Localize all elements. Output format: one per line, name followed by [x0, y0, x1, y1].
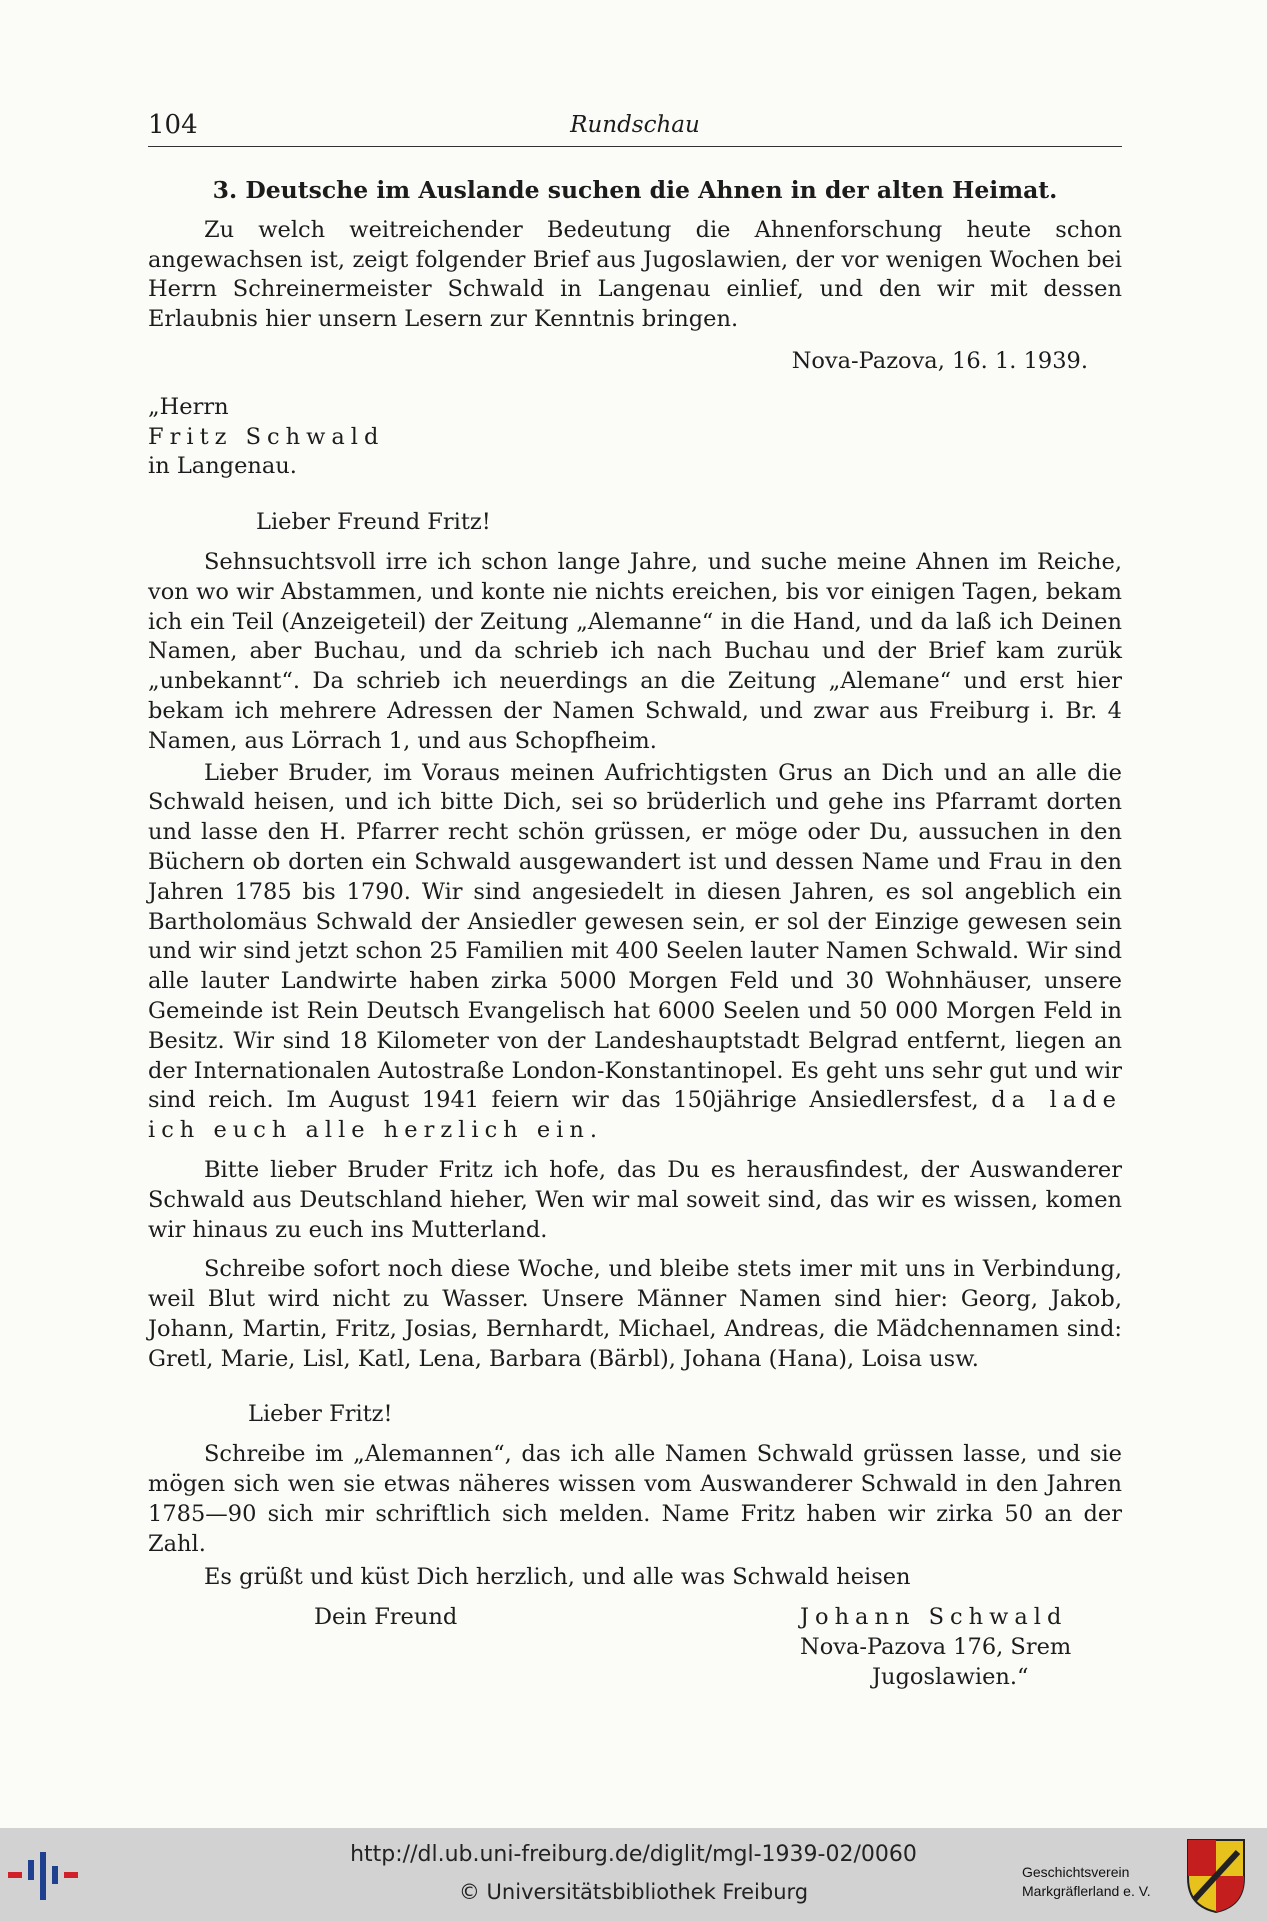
- postscript-paragraph: Schreibe im „Alemannen“, das ich alle Namen Schwald grüssen lasse, und sie mögen sich wen sie etwas näheres wissen vom Auswanderer Schwald in den Jahren 1785—90 sich mir schriftlich sich melden. Name Fritz haben wir zirka 50 an der Zahl.: [148, 1441, 1122, 1557]
- coat-of-arms-icon: [1186, 1838, 1246, 1914]
- greeting: Es grüßt und küst Dich herzlich, und alle was Schwald heisen: [204, 1564, 911, 1591]
- footer-bar: [0, 1828, 1267, 1921]
- letter-paragraph: Schreibe sofort noch diese Woche, und bleibe stets imer mit uns in Verbindung, weil Blut wird nicht zu Wasser. Unsere Männer Namen sind hier: Georg, Jakob, Johann, Martin, Fritz, Josias, Bernhardt, Michael, Andreas, die Mädchennamen sind: Gretl, Marie, Lisl, Katl, Lena, Barbara (Bärbl), Johana (Hana), Loisa usw.: [148, 1256, 1122, 1372]
- closing: Dein Freund: [314, 1604, 458, 1631]
- footer-organization: [1022, 1863, 1151, 1901]
- section-title: 3. Deutsche im Auslande suchen die Ahnen in der alten Heimat.: [212, 176, 1058, 204]
- intro-paragraph: Zu welch weitreichender Bedeutung die Ahnenforschung heute schon angewachsen ist, zeigt folgender Brief aus Jugoslawien, der vor wenigen Wochen bei Herrn Schreinermeister Schwald in Langenau einlief, und den wir mit dessen Erlaubnis hier unsern Lesern zur Kenntnis bringen.: [148, 216, 1122, 333]
- letter-paragraph: Bitte lieber Bruder Fritz ich hofe, das Du es herausfindest, der Auswanderer Schwald aus Deutschland hieher, Wen wir mal soweit sind, das wir es wissen, komen wir hinaus zu euch ins Mutterland.: [148, 1156, 1122, 1243]
- salutation: Lieber Fritz!: [248, 1401, 393, 1428]
- spaced-invitation: da lade ich euch alle herzlich ein.: [148, 1087, 1122, 1144]
- letter-paragraph: Sehnsuchtsvoll irre ich schon lange Jahre, und suche meine Ahnen im Reiche, von wo wir Abstammen, und konte nie nichts ereichen, bis vor einigen Tagen, bekam ich ein Teil (Anzeigeteil) der Zeitung „Alemanne“ in die Hand, und da laß ich Deinen Namen, aber Buchau, und da schrieb ich nach Buchau und der Brief kam zurük „unbekannt“. Da schrieb ich neuerdings an die Zeitung „Alemane“ und erst hier bekam ich mehrere Adressen der Namen Schwald, und zwar aus Freiburg i. Br. 4 Namen, aus Lörrach 1, und aus Schopfheim.: [148, 548, 1122, 754]
- page-header: [148, 108, 1122, 147]
- letter-date: Nova-Pazova, 16. 1. 1939.: [791, 347, 1088, 374]
- address-line: in Langenau.: [148, 453, 297, 480]
- page-number: 104: [148, 110, 198, 140]
- footer-url-link[interactable]: http://dl.ub.uni-freiburg.de/diglit/mgl-1939-02/0060: [350, 1842, 917, 1867]
- org-name-line: Geschichtsverein: [1022, 1864, 1130, 1880]
- paragraph-text: Lieber Bruder, im Voraus meinen Aufrichtigsten Grus an Dich und an alle die Schwald heisen, und ich bitte Dich, sei so brüderlich und gehe ins Pfarramt dorten und lasse den H. Pfarrer recht schön grüssen, er möge oder Du, aussuchen in den Büchern ob dorten ein Schwald ausgewandert ist und dessen Name und Frau in den Jahren 1785 bis 1790. Wir sind angesiedelt in diesen Jahren, es sol angeblich ein Bartholomäus Schwald der Ansiedler gewesen sein, er sol der Einzige gewesen sein und wir sind jetzt schon 25 Familien mit 400 Seelen lauter Namen Schwald. Wir sind alle lauter Landwirte haben zirka 5000 Morgen Feld und 30 Wohnhäuser, unsere Gemeinde ist Rein Deutsch Evangelisch hat 6000 Seelen und 50 000 Morgen Feld in Besitz. Wir sind 18 Kilometer von der Landeshauptstadt Belgrad entfernt, liegen an der Internationalen Autostraße London-Konstantinopel. Es geht uns sehr gut und wir sind reich. Im August 1941 feiern wir das 150jährige Ansiedlersfest,: [148, 759, 1123, 1114]
- signature-name: Johann Schwald: [800, 1604, 1068, 1631]
- letter-paragraph: [148, 759, 1122, 1146]
- signature-address: Nova-Pazova 176, Srem: [800, 1634, 1072, 1661]
- salutation: Lieber Freund Fritz!: [256, 509, 491, 536]
- running-head: Rundschau: [570, 112, 700, 138]
- address-line: Fritz Schwald: [148, 423, 385, 450]
- signature-country: Jugoslawien.“: [872, 1663, 1029, 1690]
- letter-address: [148, 393, 1122, 482]
- signature-block: [800, 1603, 1071, 1692]
- article: [148, 176, 1122, 1725]
- signature-row: [148, 1603, 1122, 1725]
- footer-copyright: © Universitätsbibliothek Freiburg: [458, 1880, 809, 1904]
- org-name-line: Markgräflerland e. V.: [1022, 1883, 1151, 1899]
- address-line: „Herrn: [148, 393, 229, 420]
